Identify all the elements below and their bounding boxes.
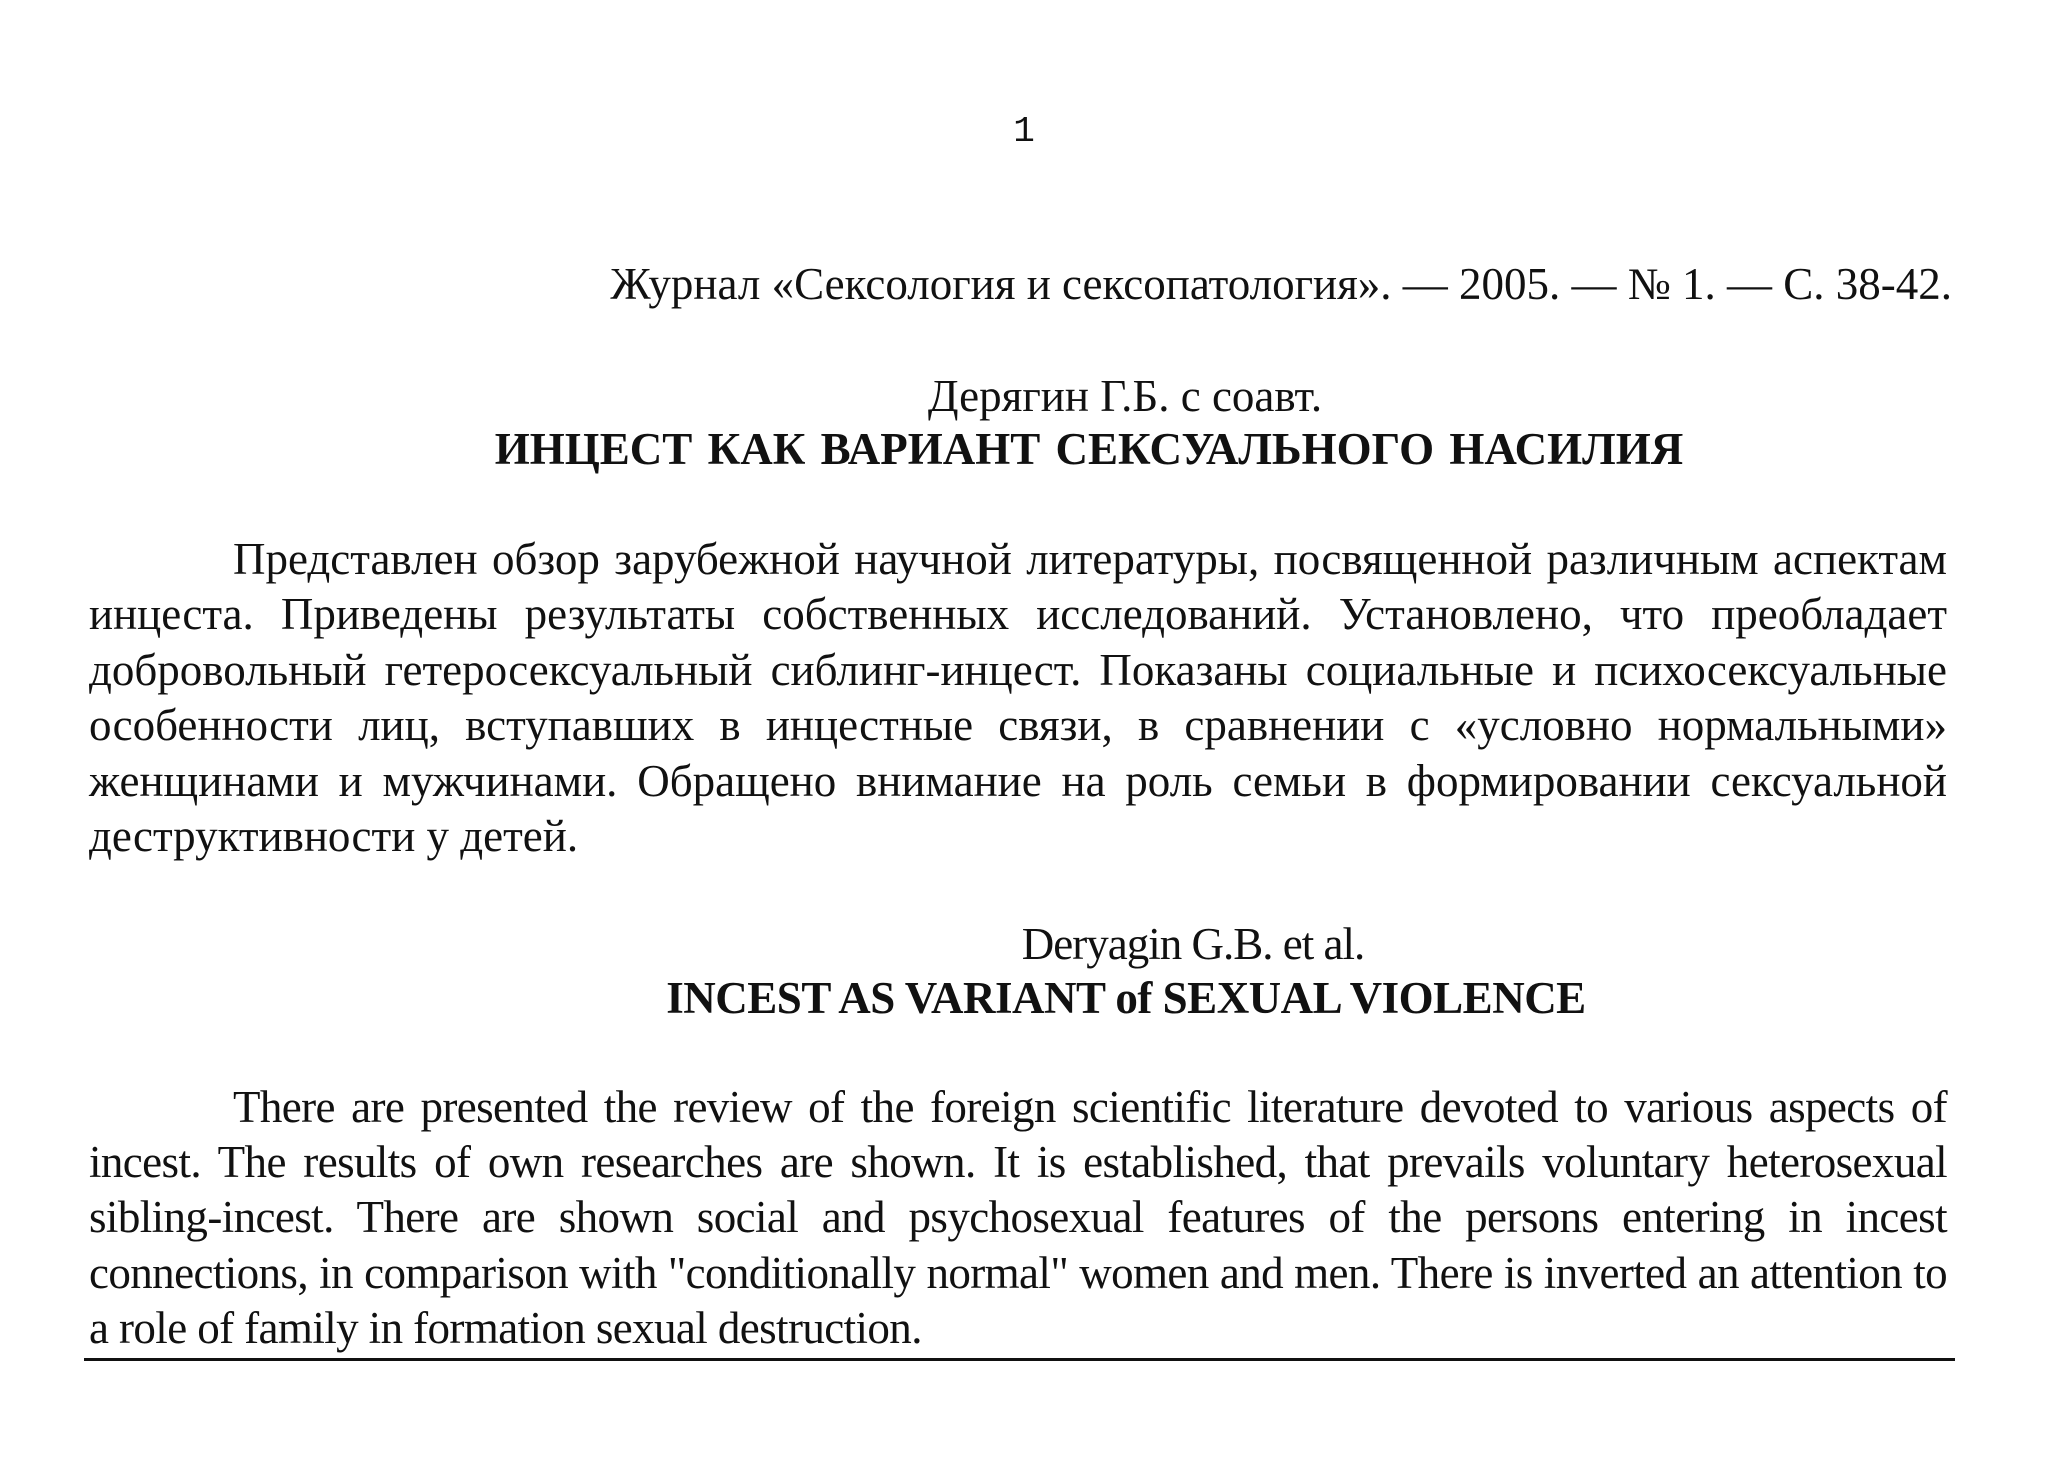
russian-abstract: Представлен обзор зарубежной научной литературы, посвященной различным аспектам инцеста. Приведены результаты собственных исследований. Установлено, что преобладает добровольный гетеросексуальный сиблинг-инцест. Показаны социальные и психосексуальные особенности лиц, вступавших в инцестные связи, в сравнении с «условно нормальными» женщинами и мужчинами. Обращено внимание на роль семьи в формировании сексуальной деструктивности у детей. [89,534,1947,862]
page-number: 1 [1013,111,1035,152]
english-abstract: There are presented the review of the foreign scientific literature devoted to various aspects of incest. The results of own researches are shown. It is established, that prevails voluntary heterosexual sibling-incest. There are shown social and psychosexual features of the persons entering in incest connections, in comparison with "conditionally normal" women and men. There is inverted an attention to a role of family in formation sexual destruction. [89,1082,1947,1353]
english-authors: Deryagin G.B. et al. [1021,919,1365,969]
journal-reference: Журнал «Сексология и сексопатология». — 2005. — № 1. — С. 38-42. [610,259,1952,309]
russian-title: ИНЦЕСТ КАК ВАРИАНТ СЕКСУАЛЬНОГО НАСИЛИЯ [494,424,1684,474]
english-title: INCEST AS VARIANT of SEXUAL VIOLENCE [666,973,1586,1023]
russian-authors: Дерягин Г.Б. с соавт. [927,371,1323,421]
bottom-divider [84,1358,1955,1361]
